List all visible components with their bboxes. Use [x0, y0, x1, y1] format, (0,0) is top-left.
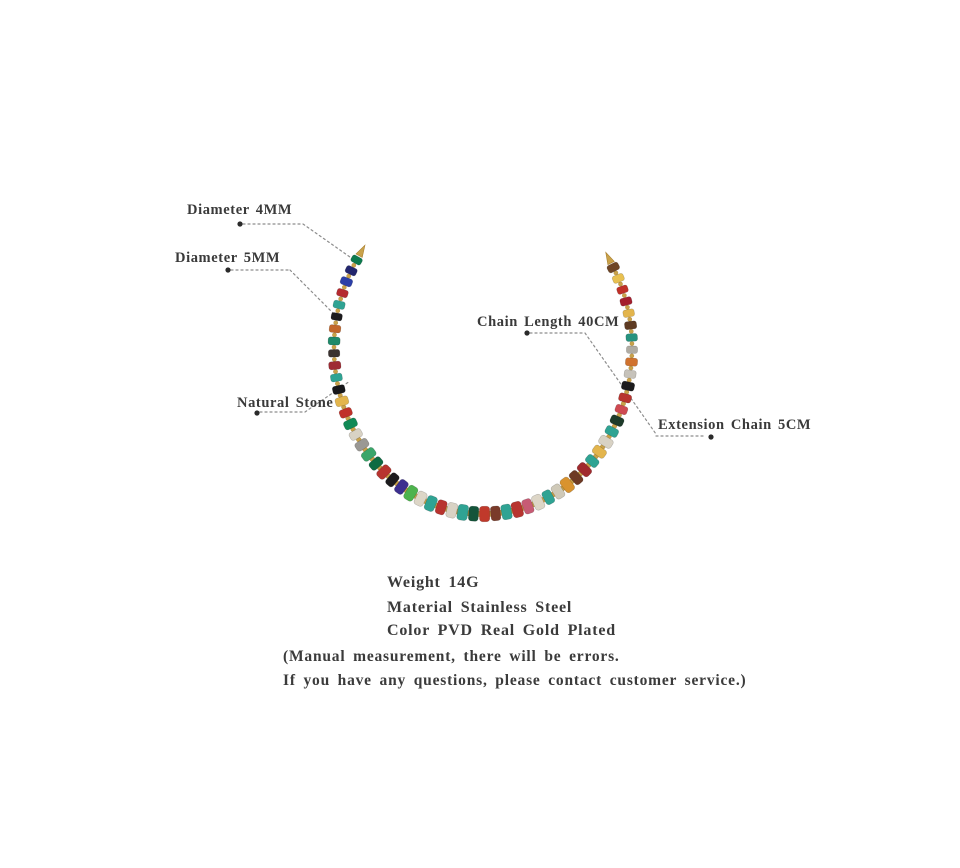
spec-weight: Weight 14G — [387, 574, 480, 591]
callout-extension-chain: Extension Chain 5CM — [658, 417, 812, 433]
callout-diameter-5mm: Diameter 5MM — [175, 250, 281, 266]
spec-color: Color PVD Real Gold Plated — [387, 622, 616, 639]
necklace-beads — [328, 254, 638, 522]
spec-material: Material Stainless Steel — [387, 599, 573, 616]
disclaimer-line-2: If you have any questions, please contact customer service.) — [283, 672, 747, 689]
necklace-cone-tips — [356, 245, 614, 264]
callout-diameter-4mm: Diameter 4MM — [187, 202, 293, 218]
callout-chain-length: Chain Length 40CM — [477, 314, 620, 330]
necklace-gold-spacers — [332, 263, 634, 516]
disclaimer-line-1: (Manual measurement, there will be errors. — [283, 648, 620, 665]
callout-natural-stone: Natural Stone — [237, 395, 334, 411]
